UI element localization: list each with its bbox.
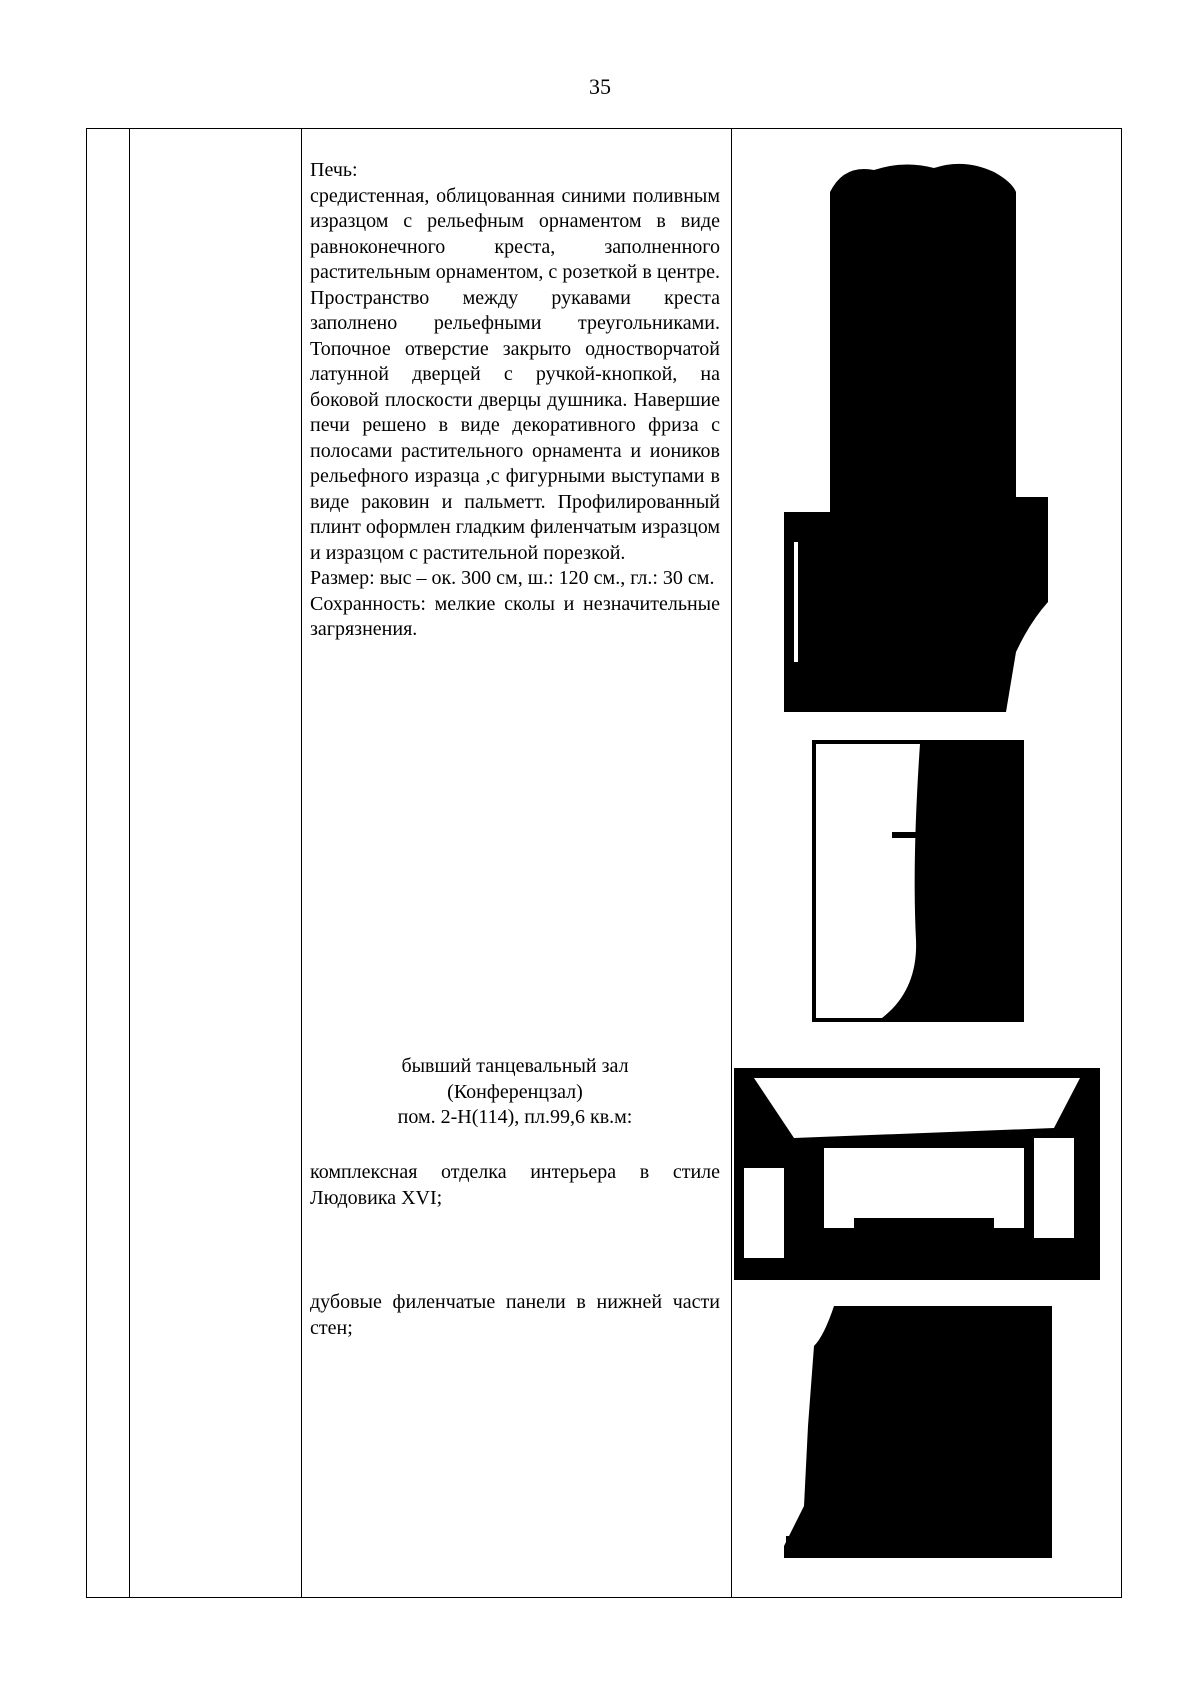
oak-panels-photo-image [784, 1306, 1052, 1558]
hall-title-line1: бывший танцевальный зал [401, 1055, 629, 1077]
stove-description: средистенная, облицованная синими поливным изразцом с рельефным орнаментом в виде равноконечного креста, заполненного растительным орнаментом, с розеткой в центре. Пространство между рукавами креста заполнено рельефными треугольниками. Топочное отверстие закрыто одностворчатой латунной дверцей с ручкой-кнопкой, на боковой плоскости дверцы душника. Навершие печи решено в виде декоративного фриза с полосами растительного орнамента и иоников рельефного изразца ,с фигурными выступами в виде раковин и пальметт. Профилированный плинт оформлен гладким филенчатым изразцом и изразцом с растительной порезкой. [310, 184, 720, 564]
page-number: 35 [589, 74, 611, 99]
stove-size: Размер: выс – ок. 300 см, ш.: 120 см., гл.: 30 см. [310, 567, 715, 589]
stove-photo-front [784, 152, 1048, 712]
column-divider-2 [301, 129, 302, 1597]
hall-item-panels [310, 1290, 720, 1341]
hall-item-panels-text: дубовые филенчатые панели в нижней части стен; [310, 1291, 720, 1339]
ballroom-photo-image [734, 1068, 1100, 1280]
column-divider-1 [129, 129, 130, 1597]
hall-title-block [310, 1054, 720, 1131]
hall-item-interior-text: комплексная отделка интерьера в стиле Людовика XVI; [310, 1161, 720, 1209]
hall-title-line3: пом. 2-Н(114), пл.99,6 кв.м: [397, 1106, 633, 1128]
column-divider-3 [731, 129, 732, 1597]
hall-item-interior [310, 1160, 720, 1211]
hall-title-line2: (Конференцзал) [447, 1080, 583, 1103]
ballroom-photo [734, 1068, 1100, 1280]
stove-photo-side [812, 740, 1024, 1022]
oak-panels-photo [784, 1306, 1052, 1558]
stove-condition: Сохранность: мелкие сколы и незначительные загрязнения. [310, 592, 720, 640]
stove-photo-side-image [812, 740, 1024, 1022]
stove-description-cell [310, 158, 720, 643]
stove-heading: Печь: [310, 159, 358, 181]
stove-photo-front-image [784, 152, 1048, 712]
